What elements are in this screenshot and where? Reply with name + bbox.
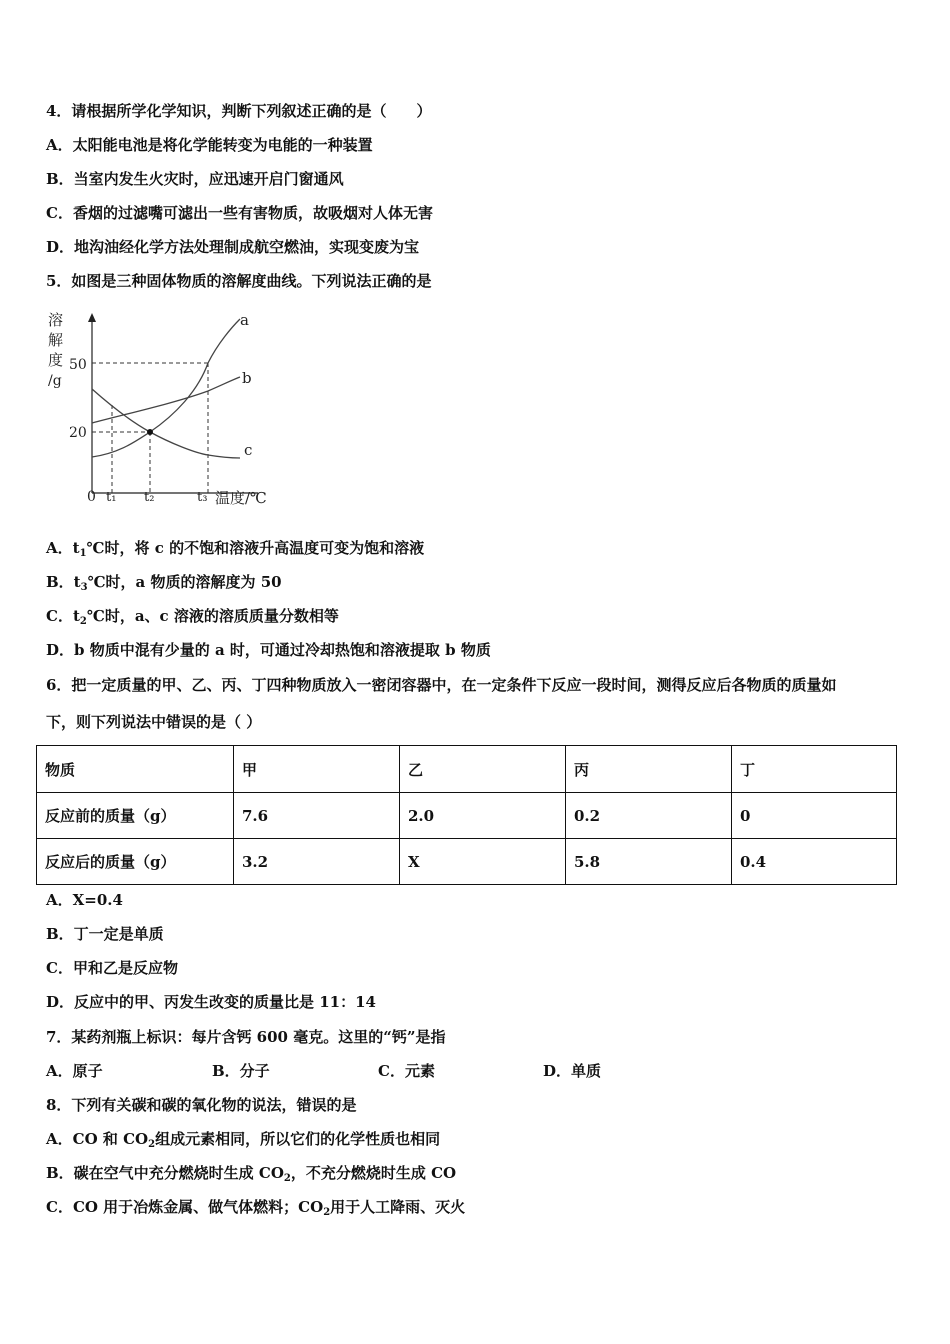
x-origin-label: 0 xyxy=(87,489,96,505)
curve-label-c: c xyxy=(244,441,253,459)
q6-option-c: C．甲和乙是反应物 xyxy=(46,959,178,977)
table-row xyxy=(37,793,897,839)
table-cell: 乙 xyxy=(400,746,566,793)
q8-option-b: B．碳在空气中充分燃烧时生成 $CO_2$，不充分燃烧时生成 CO xyxy=(46,1164,457,1184)
table-cell: 5.8 xyxy=(566,839,732,885)
table-cell: 0.2 xyxy=(566,793,732,839)
x-tick-label: t₃ xyxy=(197,490,208,505)
q8-option-a: A．CO 和 $CO_2$组成元素相同，所以它们的化学性质也相同 xyxy=(46,1130,441,1150)
mass-table xyxy=(36,745,897,885)
q7-option-b: B．分子 xyxy=(212,1062,270,1080)
q5-option-c: C．$t_2℃$时，a、c 溶液的溶质质量分数相等 xyxy=(46,607,339,627)
q8-stem: 8．下列有关碳和碳的氧化物的说法，错误的是 xyxy=(46,1096,357,1114)
q5-option-b: B．$t_3℃$时，a 物质的溶解度为 50 xyxy=(46,573,282,593)
q6-stem-line2: 下，则下列说法中错误的是（ ） xyxy=(46,713,262,731)
solubility-graph xyxy=(40,305,280,510)
table-cell: 反应后的质量（g） xyxy=(37,839,234,885)
q4-option-b: B．当室内发生火灾时，应迅速开启门窗通风 xyxy=(46,170,344,188)
table-cell: 7.6 xyxy=(234,793,400,839)
q4-option-a: A．太阳能电池是将化学能转变为电能的一种装置 xyxy=(46,136,373,154)
table-cell: 物质 xyxy=(37,746,234,793)
curve-a xyxy=(92,319,240,457)
q7-option-a: A．原子 xyxy=(46,1062,103,1080)
y-label-char: 溶 xyxy=(48,311,64,329)
q7-option-c: C．元素 xyxy=(378,1062,435,1080)
q5-stem: 5．如图是三种固体物质的溶解度曲线。下列说法正确的是 xyxy=(46,272,432,290)
y-label-char: 解 xyxy=(48,331,64,349)
table-cell: 3.2 xyxy=(234,839,400,885)
table-header-row xyxy=(37,746,897,793)
y-tick-label: 20 xyxy=(69,425,87,441)
q5-option-d: D．b 物质中混有少量的 a 时，可通过冷却热饱和溶液提取 b 物质 xyxy=(46,641,491,659)
curve-label-b: b xyxy=(242,369,252,387)
y-tick-label: 50 xyxy=(69,357,87,373)
curve-label-a: a xyxy=(240,311,249,329)
q8-option-c: C．CO 用于冶炼金属、做气体燃料；$CO_2$用于人工降雨、灭火 xyxy=(46,1198,466,1218)
x-tick-label: t₁ xyxy=(106,490,117,505)
q5-option-a: A．$t_1℃$时，将 c 的不饱和溶液升高温度可变为饱和溶液 xyxy=(46,539,425,559)
curve-b xyxy=(92,377,240,423)
table-cell: 甲 xyxy=(234,746,400,793)
intersection-point xyxy=(147,429,153,435)
q7-stem: 7．某药剂瓶上标识：每片含钙 600 毫克。这里的“钙”是指 xyxy=(46,1028,446,1046)
q6-stem-line1: 6．把一定质量的甲、乙、丙、丁四种物质放入一密闭容器中，在一定条件下反应一段时间，测得反应后各物质的质量如 xyxy=(46,676,837,694)
q4-option-d: D．地沟油经化学方法处理制成航空燃油，实现变废为宝 xyxy=(46,238,420,256)
y-axis-arrow xyxy=(88,313,96,322)
x-tick-label: t₂ xyxy=(144,490,155,505)
table-cell: 丁 xyxy=(732,746,897,793)
q7-option-d: D．单质 xyxy=(543,1062,602,1080)
table-row xyxy=(37,839,897,885)
y-label-char: /g xyxy=(48,373,62,389)
q4-option-c: C．香烟的过滤嘴可滤出一些有害物质，故吸烟对人体无害 xyxy=(46,204,433,222)
table-cell: X xyxy=(400,839,566,885)
q6-option-b: B．丁一定是单质 xyxy=(46,925,164,943)
table-cell: 0.4 xyxy=(732,839,897,885)
q4-stem: 4．请根据所学化学知识，判断下列叙述正确的是（ ） xyxy=(46,102,432,120)
q6-option-d: D．反应中的甲、丙发生改变的质量比是 11：14 xyxy=(46,993,376,1011)
q6-option-a: A．X=0.4 xyxy=(46,891,123,909)
table-cell: 反应前的质量（g） xyxy=(37,793,234,839)
x-axis-label: 温度/℃ xyxy=(215,489,267,507)
table-cell: 0 xyxy=(732,793,897,839)
curve-c xyxy=(92,389,240,458)
table-cell: 2.0 xyxy=(400,793,566,839)
table-cell: 丙 xyxy=(566,746,732,793)
y-label-char: 度 xyxy=(48,351,64,369)
